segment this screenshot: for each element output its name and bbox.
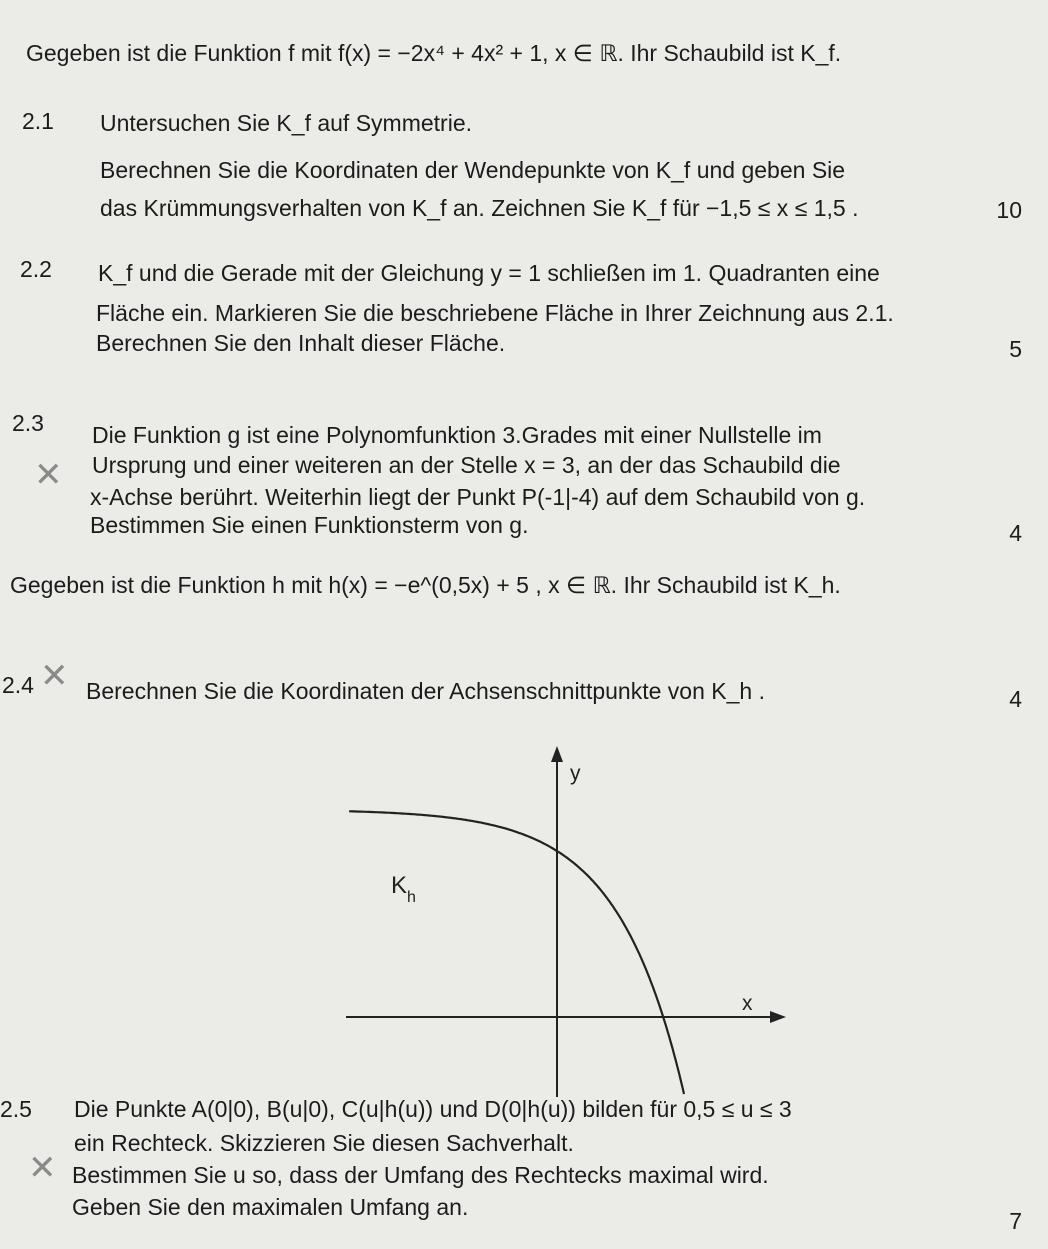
x-axis-label: x [742,992,753,1015]
kh-label-main: K [391,872,408,899]
task-2-5-line-2: ein Rechteck. Skizzieren Sie diesen Sachverhalt. [74,1130,574,1156]
task-2-4-points: 4 [1009,686,1022,712]
task-2-2-line-1: K_f und die Gerade mit der Gleichung y = 1 schließen im 1. Quadranten eine [98,260,880,286]
task-2-1-line-3: das Krümmungsverhalten von K_f an. Zeichnen Sie K_f für −1,5 ≤ x ≤ 1,5 . [100,195,859,221]
task-2-3-line-4: Bestimmen Sie einen Funktionsterm von g. [90,512,529,538]
task-2-5-number: 2.5 [0,1096,32,1122]
task-2-1-points: 10 [996,197,1022,223]
task-2-2-points: 5 [1009,336,1022,362]
task-2-3-points: 4 [1009,520,1022,546]
task-2-5-line-1: Die Punkte A(0|0), B(u|0), C(u|h(u)) und D(0|h(u)) bilden für 0,5 ≤ u ≤ 3 [74,1096,792,1122]
task-2-1-number: 2.1 [22,108,54,134]
task-2-3-number: 2.3 [12,410,44,436]
task-2-4-number: 2.4 [2,672,34,698]
intro-f: Gegeben ist die Funktion f mit f(x) = −2x⁴ + 4x² + 1, x ∈ ℝ. Ihr Schaubild ist K_f. [26,40,842,66]
y-axis-arrow-icon [551,746,563,762]
handwritten-cross-2-3: ✕ [34,455,63,495]
x-axis-arrow-icon [770,1011,786,1023]
task-2-4-line-1: Berechnen Sie die Koordinaten der Achsenschnittpunkte von K_h . [86,678,765,704]
task-2-5-line-4: Geben Sie den maximalen Umfang an. [72,1194,469,1220]
kh-label [391,872,416,906]
intro-h: Gegeben ist die Funktion h mit h(x) = −e^(0,5x) + 5 , x ∈ ℝ. Ihr Schaubild ist K_h. [10,572,841,598]
task-2-5-points: 7 [1009,1208,1022,1234]
task-2-1-line-1: Untersuchen Sie K_f auf Symmetrie. [100,110,472,136]
task-2-2-line-2: Fläche ein. Markieren Sie die beschriebene Fläche in Ihrer Zeichnung aus 2.1. [96,300,894,326]
task-2-3-line-3: x-Achse berührt. Weiterhin liegt der Punkt P(-1|-4) auf dem Schaubild von g. [90,484,866,510]
task-2-2-number: 2.2 [20,256,52,282]
kh-curve [349,811,684,1094]
task-2-3-line-2: Ursprung und einer weiteren an der Stelle x = 3, an der das Schaubild die [92,452,841,478]
handwritten-cross-2-4: ✕ [40,656,69,696]
task-2-2-line-3: Berechnen Sie den Inhalt dieser Fläche. [96,330,506,356]
task-2-5-line-3: Bestimmen Sie u so, dass der Umfang des Rechtecks maximal wird. [72,1162,769,1188]
task-2-1-line-2: Berechnen Sie die Koordinaten der Wendepunkte von K_f und geben Sie [100,157,846,183]
kh-label-sub: h [407,889,416,906]
y-axis-label: y [570,762,581,785]
task-2-3-line-1: Die Funktion g ist eine Polynomfunktion 3.Grades mit einer Nullstelle im [92,422,822,448]
handwritten-cross-2-5: ✕ [28,1148,57,1188]
